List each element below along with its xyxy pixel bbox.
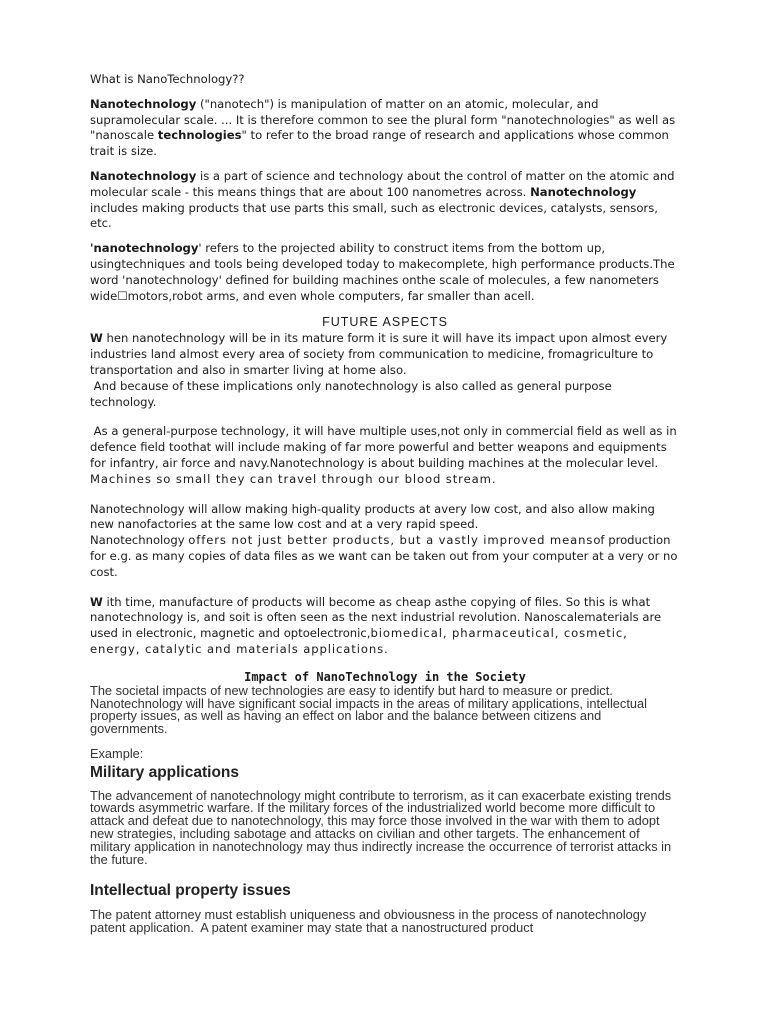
paragraph-text: ith time, manufacture of products will become as cheap asthe copying of files. So this is what nanotechnology is, and soit is often seen as the next industrial revolution. Nanoscalematerials are used in electronic, magnetic and optoelectronic, xyxy=(90,594,662,641)
impact-paragraph: The societal impacts of new technologies are easy to identify but hard to measure or predict. Nanotechnology will have significant social impacts in the areas of military applications, intellectual property issues, as well as having an effect on labor and the balance between citizens and governments. xyxy=(90,682,647,737)
paragraph-text: includes making products that use parts this small, such as electronic devices, catalysts, sensors, etc. xyxy=(90,200,658,231)
bold-term: technologies xyxy=(157,128,242,143)
bold-term: Nanotechnology xyxy=(90,168,197,183)
paragraph-text: hen nanotechnology will be in its mature form it is sure it will have its impact upon almost every industries land almost every area of society from communication to medicine, fromagriculture to transportation and also in smarter living at home also. xyxy=(90,331,668,377)
impact-heading: Impact of NanoTechnology in the Society xyxy=(244,669,526,684)
example-label: Example: xyxy=(90,745,144,761)
ip-heading: Intellectual property issues xyxy=(90,882,291,900)
nanotech-section xyxy=(90,72,680,658)
paragraph-text: of production for e.g. as many copies of data files as we want can be taken out from your computer at a very or no cost. xyxy=(90,533,678,579)
bold-term: Nanotechnology xyxy=(530,184,637,199)
paragraph-text: Nanotechnology will allow making high-quality products at avery low cost, and also allow making new nanofactories at the same low cost and at a very rapid speed. xyxy=(90,501,655,532)
future-paragraph-3 xyxy=(90,502,680,581)
paragraph-text: ' refers to the projected ability to construct items from the bottom up, usingtechniques and tools being developed today to makecomplete, high performance products.The word 'nanotechnology' defined for building machines onthe scale of molecules, a few nanometers wide☐motors,robot arms, and even whole computers, far smaller than acell. xyxy=(90,241,675,303)
bold-term: 'nanotechnology xyxy=(90,241,199,256)
intro-paragraph-2 xyxy=(90,169,680,232)
intro-paragraph-1 xyxy=(90,97,680,160)
document-page xyxy=(90,72,680,935)
paragraph-text: Nanotechnology xyxy=(90,533,189,548)
future-paragraph-1 xyxy=(90,331,680,410)
paragraph-text-spaced: Machines so small they can travel through our blood stream. xyxy=(90,471,497,486)
military-paragraph: The advancement of nanotechnology might contribute to terrorism, as it can exacerbate existing trends towards asymmetric warfare. If the military forces of the industrialized world become more difficult to attack and defeat due to nanotechnology, this may force those involved in the war with them to adopt new strategies, including sabotage and attacks on civilian and other targets. The enhancement of military application in nanotechnology may thus indirectly increase the occurrence of terrorist attacks in the future. xyxy=(90,787,672,867)
document-title: What is NanoTechnology?? xyxy=(90,72,245,86)
intro-paragraph-3 xyxy=(90,241,680,304)
paragraph-text-spaced: biomedical, pharmaceutical, cosmetic, energy, catalytic and materials applications. xyxy=(90,626,628,656)
ip-paragraph: The patent attorney must establish uniqueness and obviousness in the process of nanotechnology patent application. A patent examiner may state that a nanostructured product xyxy=(90,907,647,936)
paragraph-text: is a part of science and technology about the control of matter on the atomic and molecular scale - this means things that are about 100 nanometres across. xyxy=(90,168,675,199)
future-paragraph-4 xyxy=(90,595,680,658)
paragraph-text-spaced: offers not just better products, but a vastly improved means xyxy=(188,533,594,548)
paragraph-text: " to refer to the broad range of research and applications whose common trait is size. xyxy=(90,128,669,159)
future-paragraph-2 xyxy=(90,424,680,487)
paragraph-text: And because of these implications only nanotechnology is also called as general purpose technology. xyxy=(90,378,612,409)
drop-letter: W xyxy=(90,331,103,346)
paragraph-text: As a general-purpose technology, it will have multiple uses,not only in commercial field as well as in defence field toothat will include making of far more powerful and better weapons and equipments for infantry, air force and navy.Nanotechnology is about building machines at the molecular level. xyxy=(90,424,677,470)
drop-letter: W xyxy=(90,594,103,609)
military-heading: Military applications xyxy=(90,763,240,781)
paragraph-text: ("nanotech") is manipulation of matter on an atomic, molecular, and supramolecular scale. ... It is therefore common to see the plural form "nanotechnologies" as well as "nanoscale xyxy=(90,96,676,143)
future-aspects-heading: FUTURE ASPECTS xyxy=(322,315,448,330)
bold-term: Nanotechnology xyxy=(90,96,197,111)
society-section xyxy=(90,682,680,936)
